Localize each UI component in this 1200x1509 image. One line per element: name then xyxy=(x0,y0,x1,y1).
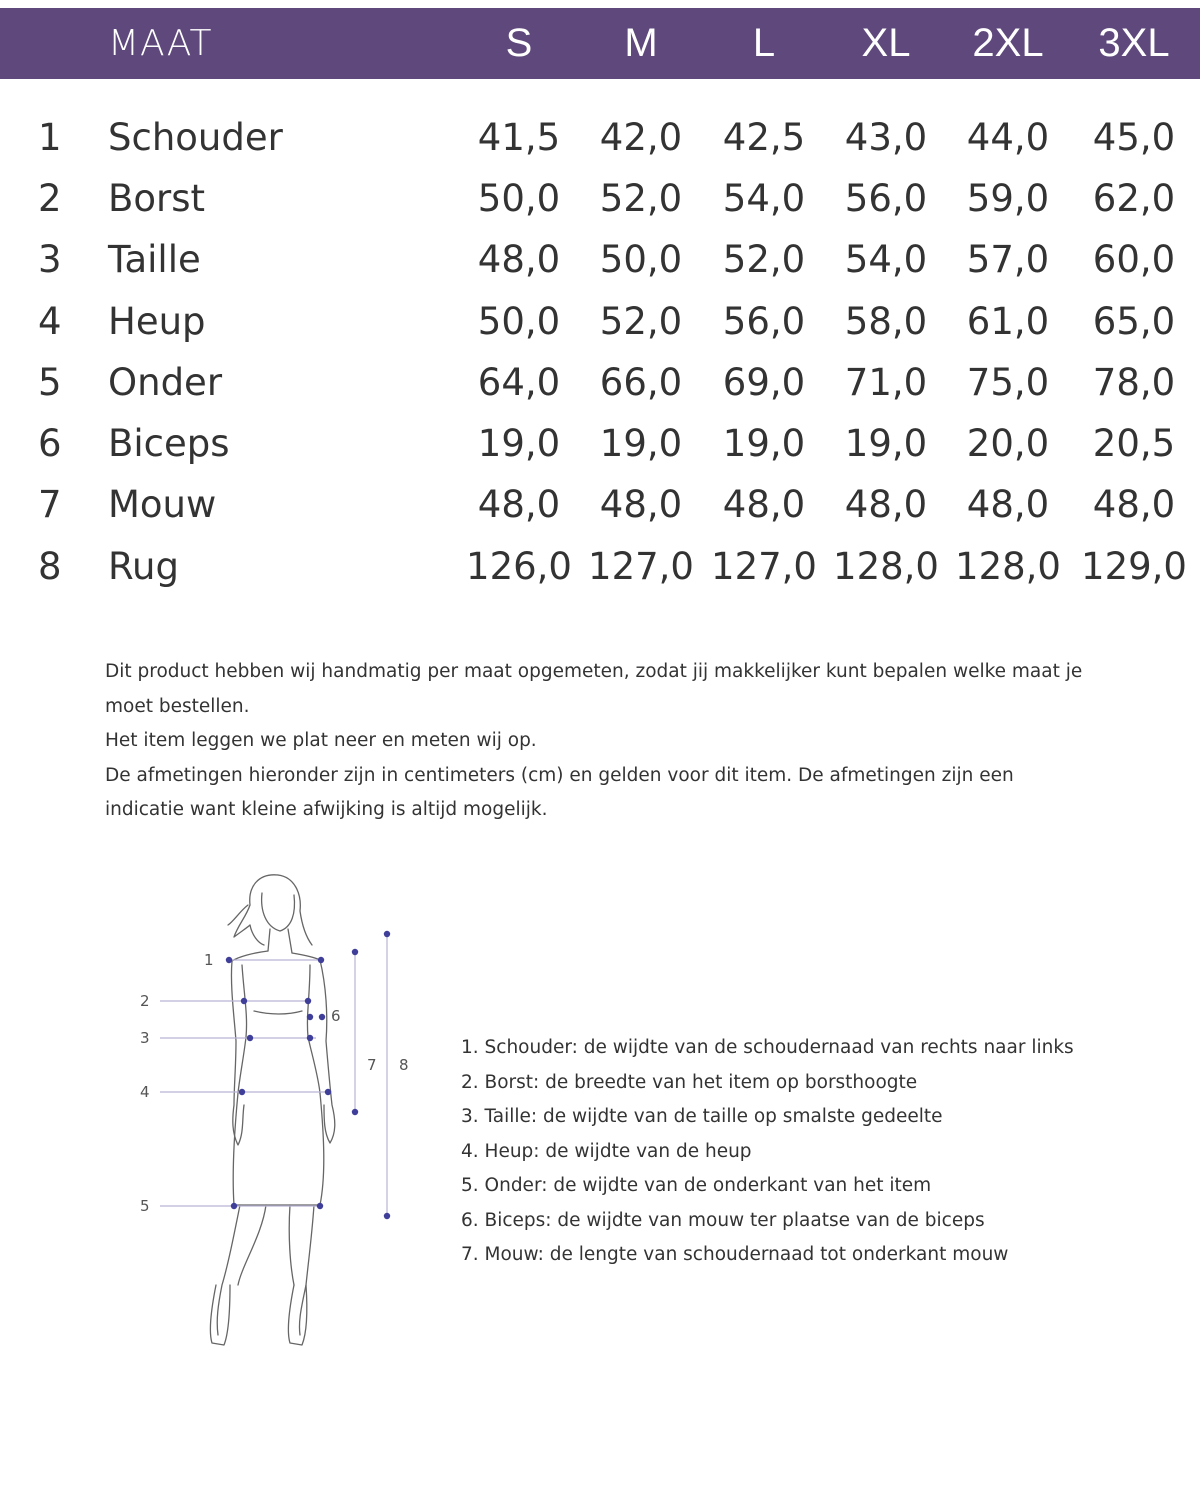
header-size-2xl: 2XL xyxy=(972,21,1044,65)
cell-value: 19,0 xyxy=(477,422,561,465)
row-label: Rug xyxy=(108,545,179,588)
row-number: 6 xyxy=(38,422,62,465)
header-size-3xl: 3XL xyxy=(1098,21,1170,65)
cell-value: 48,0 xyxy=(722,483,806,526)
cell-value: 59,0 xyxy=(966,177,1050,220)
marker-label-4: 4 xyxy=(140,1083,150,1101)
cell-value: 78,0 xyxy=(1092,361,1176,404)
cell-value: 129,0 xyxy=(1081,545,1187,588)
row-label: Onder xyxy=(108,361,223,404)
cell-value: 56,0 xyxy=(844,177,928,220)
table-row xyxy=(0,168,1200,229)
table-row xyxy=(0,474,1200,535)
cell-value: 48,0 xyxy=(1092,483,1176,526)
cell-value: 19,0 xyxy=(599,422,683,465)
header-maat-label: MAAT xyxy=(108,23,213,64)
cell-value: 19,0 xyxy=(844,422,928,465)
cell-value: 75,0 xyxy=(966,361,1050,404)
row-label: Biceps xyxy=(108,422,230,465)
row-number: 3 xyxy=(38,238,62,281)
cell-value: 45,0 xyxy=(1092,116,1176,159)
cell-value: 62,0 xyxy=(1092,177,1176,220)
cell-value: 71,0 xyxy=(844,361,928,404)
row-number: 1 xyxy=(38,116,62,159)
cell-value: 52,0 xyxy=(722,238,806,281)
marker-label-8: 8 xyxy=(399,1056,409,1074)
cell-value: 128,0 xyxy=(955,545,1061,588)
row-label: Mouw xyxy=(108,483,217,526)
table-row xyxy=(0,536,1200,597)
row-number: 2 xyxy=(38,177,62,220)
measurement-info xyxy=(105,655,1085,828)
cell-value: 61,0 xyxy=(966,300,1050,343)
measurement-legend xyxy=(461,1031,1161,1273)
cell-value: 54,0 xyxy=(844,238,928,281)
row-label: Schouder xyxy=(108,116,283,159)
cell-value: 48,0 xyxy=(477,483,561,526)
cell-value: 48,0 xyxy=(599,483,683,526)
cell-value: 127,0 xyxy=(711,545,817,588)
marker-label-5: 5 xyxy=(140,1197,150,1215)
cell-value: 44,0 xyxy=(966,116,1050,159)
cell-value: 52,0 xyxy=(599,177,683,220)
cell-value: 43,0 xyxy=(844,116,928,159)
row-number: 5 xyxy=(38,361,62,404)
cell-value: 69,0 xyxy=(722,361,806,404)
legend-item-onder: 5. Onder: de wijdte van de onderkant van het item xyxy=(461,1175,932,1196)
header-size-xl: XL xyxy=(861,21,911,65)
info-paragraph: De afmetingen hieronder zijn in centimeters (cm) en gelden voor dit item. De afmetingen zijn een indicatie want kleine afwijking is altijd mogelijk. xyxy=(105,764,1014,820)
cell-value: 48,0 xyxy=(966,483,1050,526)
cell-value: 128,0 xyxy=(833,545,939,588)
info-paragraph: Het item leggen we plat neer en meten wij op. xyxy=(105,730,537,751)
cell-value: 48,0 xyxy=(844,483,928,526)
row-label: Heup xyxy=(108,300,206,343)
cell-value: 50,0 xyxy=(477,177,561,220)
header-size-s: S xyxy=(505,21,533,65)
marker-label-6: 6 xyxy=(331,1007,341,1025)
cell-value: 54,0 xyxy=(722,177,806,220)
cell-value: 20,0 xyxy=(966,422,1050,465)
legend-item-mouw: 7. Mouw: de lengte van schoudernaad tot onderkant mouw xyxy=(461,1244,1009,1265)
table-row xyxy=(0,291,1200,352)
cell-value: 50,0 xyxy=(599,238,683,281)
legend-item-schouder: 1. Schouder: de wijdte van de schoudernaad van rechts naar links xyxy=(461,1037,1074,1058)
cell-value: 52,0 xyxy=(599,300,683,343)
cell-value: 42,5 xyxy=(722,116,806,159)
cell-value: 50,0 xyxy=(477,300,561,343)
legend-item-borst: 2. Borst: de breedte van het item op borsthoogte xyxy=(461,1071,918,1093)
legend-item-heup: 4. Heup: de wijdte van de heup xyxy=(461,1140,752,1162)
measurement-figure-illustration xyxy=(130,865,430,1365)
cell-value: 20,5 xyxy=(1092,422,1176,465)
figure-measurement-markers xyxy=(226,931,390,1219)
cell-value: 48,0 xyxy=(477,238,561,281)
cell-value: 126,0 xyxy=(466,545,572,588)
cell-value: 41,5 xyxy=(477,116,561,159)
size-header-bar xyxy=(0,8,1200,79)
table-row xyxy=(0,413,1200,474)
row-number: 4 xyxy=(38,300,62,343)
marker-label-2: 2 xyxy=(140,992,150,1010)
cell-value: 65,0 xyxy=(1092,300,1176,343)
cell-value: 42,0 xyxy=(599,116,683,159)
table-row xyxy=(0,352,1200,413)
cell-value: 19,0 xyxy=(722,422,806,465)
figure-marker-labels xyxy=(140,951,409,1215)
cell-value: 64,0 xyxy=(477,361,561,404)
figure-outline xyxy=(210,875,334,1345)
cell-value: 60,0 xyxy=(1092,238,1176,281)
legend-item-taille: 3. Taille: de wijdte van de taille op smalste gedeelte xyxy=(461,1106,943,1127)
row-number: 7 xyxy=(38,483,62,526)
row-label: Taille xyxy=(108,238,201,281)
cell-value: 127,0 xyxy=(588,545,694,588)
table-row xyxy=(0,229,1200,290)
cell-value: 57,0 xyxy=(966,238,1050,281)
legend-item-biceps: 6. Biceps: de wijdte van mouw ter plaatse van de biceps xyxy=(461,1209,985,1231)
header-size-m: M xyxy=(624,21,658,65)
marker-label-1: 1 xyxy=(204,951,214,969)
cell-value: 56,0 xyxy=(722,300,806,343)
cell-value: 66,0 xyxy=(599,361,683,404)
cell-value: 58,0 xyxy=(844,300,928,343)
figure-guide-lines xyxy=(160,934,387,1216)
table-row xyxy=(0,107,1200,168)
marker-label-3: 3 xyxy=(140,1029,150,1047)
info-paragraph: Dit product hebben wij handmatig per maat opgemeten, zodat jij makkelijker kunt bepalen welke maat je moet bestellen. xyxy=(105,661,1083,717)
row-label: Borst xyxy=(108,177,206,220)
row-number: 8 xyxy=(38,545,62,588)
header-size-l: L xyxy=(752,21,776,65)
marker-label-7: 7 xyxy=(367,1056,377,1074)
